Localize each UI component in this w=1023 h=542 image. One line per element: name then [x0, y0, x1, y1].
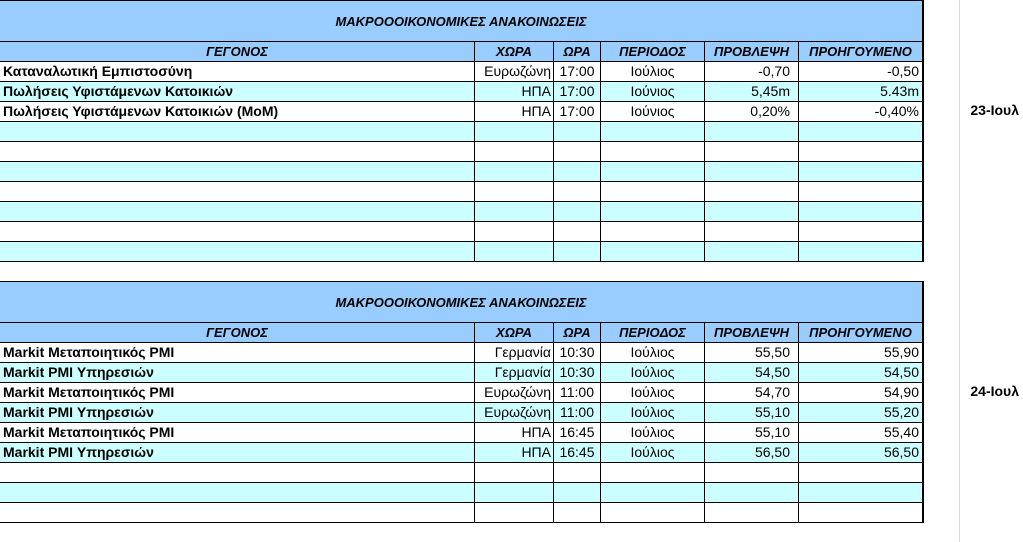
- header-previous[interactable]: ΠΡΟΗΓΟΥΜΕΝΟ: [809, 44, 912, 59]
- country-cell[interactable]: Ευρωζώνη: [475, 62, 554, 81]
- empty-row: [0, 122, 922, 142]
- empty-cell[interactable]: [705, 483, 799, 502]
- previous-cell[interactable]: 5.43m: [880, 83, 919, 99]
- header-forecast[interactable]: ΠΡΟΒΛΕΨΗ: [705, 323, 799, 342]
- gridline: [959, 0, 960, 542]
- empty-row: [0, 202, 922, 222]
- country-cell[interactable]: ΗΠΑ: [475, 423, 554, 442]
- previous-cell[interactable]: 56,50: [883, 444, 919, 460]
- forecast-cell[interactable]: 56,50: [705, 443, 799, 462]
- empty-cell[interactable]: [799, 182, 922, 201]
- event-cell[interactable]: Markit Μεταποιητικός PMI: [0, 383, 475, 402]
- time-cell[interactable]: 17:00: [554, 102, 601, 121]
- period-cell[interactable]: Ιούλιος: [601, 423, 705, 442]
- empty-cell[interactable]: [554, 122, 601, 141]
- header-period[interactable]: ΠΕΡΙΟΔΟΣ: [601, 323, 705, 342]
- announcements-table-1: [0, 0, 924, 262]
- table-row: [0, 443, 922, 463]
- empty-row: [0, 463, 922, 483]
- event-cell[interactable]: Markit PMI Υπηρεσιών: [0, 443, 475, 462]
- empty-cell[interactable]: [0, 222, 475, 241]
- empty-cell[interactable]: [601, 182, 705, 201]
- period-cell[interactable]: Ιούλιος: [601, 403, 705, 422]
- country-cell[interactable]: Γερμανία: [475, 363, 554, 382]
- empty-cell[interactable]: [799, 242, 922, 261]
- empty-cell[interactable]: [0, 162, 475, 181]
- forecast-cell[interactable]: 55,10: [705, 403, 799, 422]
- header-time[interactable]: ΩΡΑ: [554, 323, 601, 342]
- country-cell[interactable]: Γερμανία: [475, 343, 554, 362]
- table-row: [0, 363, 922, 383]
- previous-cell[interactable]: 55,40: [883, 424, 919, 440]
- empty-cell[interactable]: [601, 162, 705, 181]
- empty-cell[interactable]: [0, 242, 475, 261]
- country-cell[interactable]: Ευρωζώνη: [475, 403, 554, 422]
- header-period[interactable]: ΠΕΡΙΟΔΟΣ: [601, 42, 705, 61]
- country-cell[interactable]: Ευρωζώνη: [475, 383, 554, 402]
- empty-cell[interactable]: [475, 142, 554, 161]
- forecast-cell[interactable]: -0,70: [705, 62, 799, 81]
- empty-row: [0, 483, 922, 503]
- empty-cell[interactable]: [554, 483, 601, 502]
- period-cell[interactable]: Ιούλιος: [601, 383, 705, 402]
- event-cell[interactable]: Καταναλωτική Εμπιστοσύνη: [0, 62, 475, 81]
- empty-cell[interactable]: [705, 122, 799, 141]
- empty-cell[interactable]: [705, 242, 799, 261]
- header-event[interactable]: ΓΕΓΟΝΟΣ: [0, 42, 475, 61]
- empty-cell[interactable]: [705, 182, 799, 201]
- empty-cell[interactable]: [799, 142, 922, 161]
- empty-cell[interactable]: [799, 162, 922, 181]
- period-cell[interactable]: Ιούνιος: [601, 82, 705, 101]
- previous-cell[interactable]: 55,20: [883, 404, 919, 420]
- empty-cell[interactable]: [554, 503, 601, 522]
- previous-cell[interactable]: -0,50: [887, 63, 919, 79]
- country-cell[interactable]: ΗΠΑ: [475, 82, 554, 101]
- header-country[interactable]: ΧΩΡΑ: [475, 42, 554, 61]
- event-cell[interactable]: Markit PMI Υπηρεσιών: [0, 363, 475, 382]
- time-cell[interactable]: 16:45: [554, 423, 601, 442]
- empty-cell[interactable]: [601, 503, 705, 522]
- empty-cell[interactable]: [705, 222, 799, 241]
- table-row: [0, 403, 922, 423]
- empty-cell[interactable]: [554, 222, 601, 241]
- forecast-cell[interactable]: 54,50: [705, 363, 799, 382]
- table-row: [0, 102, 922, 122]
- event-cell[interactable]: Πωλήσεις Υφιστάμενων Κατοικιών: [0, 82, 475, 101]
- empty-cell[interactable]: [799, 503, 922, 522]
- empty-cell[interactable]: [799, 122, 922, 141]
- table-row: [0, 423, 922, 443]
- empty-cell[interactable]: [475, 162, 554, 181]
- time-cell[interactable]: 17:00: [554, 62, 601, 81]
- empty-cell[interactable]: [705, 142, 799, 161]
- event-cell[interactable]: Markit Μεταποιητικός PMI: [0, 423, 475, 442]
- previous-cell[interactable]: 54,50: [883, 364, 919, 380]
- previous-cell[interactable]: -0,40%: [874, 103, 919, 119]
- time-cell[interactable]: 11:00: [554, 383, 601, 402]
- empty-cell[interactable]: [0, 503, 475, 522]
- empty-cell[interactable]: [705, 503, 799, 522]
- period-cell[interactable]: Ιούλιος: [601, 363, 705, 382]
- empty-row: [0, 182, 922, 202]
- empty-cell[interactable]: [601, 242, 705, 261]
- empty-cell[interactable]: [705, 202, 799, 221]
- header-forecast[interactable]: ΠΡΟΒΛΕΨΗ: [705, 42, 799, 61]
- table-title: ΜΑΚΡΟΟΟΙΚΟΝΟΜΙΚΕΣ ΑΝΑΚΟΙΝΩΣΕΙΣ: [0, 0, 922, 42]
- empty-cell[interactable]: [554, 142, 601, 161]
- empty-row: [0, 142, 922, 162]
- date-label: 24-Ιουλ: [970, 383, 1019, 399]
- empty-cell[interactable]: [799, 463, 922, 482]
- empty-cell[interactable]: [554, 162, 601, 181]
- empty-cell[interactable]: [601, 122, 705, 141]
- header-row: [0, 323, 922, 343]
- time-cell[interactable]: 10:30: [554, 343, 601, 362]
- empty-row: [0, 162, 922, 182]
- header-row: [0, 42, 922, 62]
- date-label: 23-Ιουλ: [970, 102, 1019, 118]
- table-row: [0, 343, 922, 363]
- empty-cell[interactable]: [475, 182, 554, 201]
- period-cell[interactable]: Ιούνιος: [601, 102, 705, 121]
- empty-row: [0, 242, 922, 262]
- empty-cell[interactable]: [799, 222, 922, 241]
- empty-cell[interactable]: [601, 222, 705, 241]
- event-cell[interactable]: Πωλήσεις Υφιστάμενων Κατοικιών (MoM): [0, 102, 475, 121]
- empty-cell[interactable]: [0, 483, 475, 502]
- empty-cell[interactable]: [0, 463, 475, 482]
- empty-cell[interactable]: [475, 222, 554, 241]
- header-country[interactable]: ΧΩΡΑ: [475, 323, 554, 342]
- forecast-cell[interactable]: 55,50: [705, 343, 799, 362]
- empty-cell[interactable]: [0, 202, 475, 221]
- country-cell[interactable]: ΗΠΑ: [475, 443, 554, 462]
- empty-cell[interactable]: [475, 242, 554, 261]
- empty-cell[interactable]: [554, 463, 601, 482]
- empty-cell[interactable]: [475, 122, 554, 141]
- period-cell[interactable]: Ιούλιος: [601, 343, 705, 362]
- header-time[interactable]: ΩΡΑ: [554, 42, 601, 61]
- time-cell[interactable]: 11:00: [554, 403, 601, 422]
- header-previous[interactable]: ΠΡΟΗΓΟΥΜΕΝΟ: [809, 325, 912, 340]
- table-row: [0, 62, 922, 82]
- empty-cell[interactable]: [705, 162, 799, 181]
- empty-cell[interactable]: [0, 182, 475, 201]
- table-row: [0, 82, 922, 102]
- empty-cell[interactable]: [705, 463, 799, 482]
- period-cell[interactable]: Ιούλιος: [601, 443, 705, 462]
- announcements-table-2: [0, 281, 924, 523]
- empty-cell[interactable]: [0, 122, 475, 141]
- previous-cell[interactable]: 54,90: [883, 384, 919, 400]
- empty-cell[interactable]: [601, 463, 705, 482]
- empty-cell[interactable]: [475, 483, 554, 502]
- forecast-cell[interactable]: 54,70: [705, 383, 799, 402]
- empty-cell[interactable]: [601, 483, 705, 502]
- empty-cell[interactable]: [799, 483, 922, 502]
- empty-cell[interactable]: [601, 202, 705, 221]
- previous-cell[interactable]: 55,90: [883, 344, 919, 360]
- header-event[interactable]: ΓΕΓΟΝΟΣ: [0, 323, 475, 342]
- time-cell[interactable]: 10:30: [554, 363, 601, 382]
- table-row: [0, 383, 922, 403]
- empty-cell[interactable]: [0, 142, 475, 161]
- empty-cell[interactable]: [475, 503, 554, 522]
- empty-cell[interactable]: [554, 242, 601, 261]
- time-cell[interactable]: 17:00: [554, 82, 601, 101]
- forecast-cell[interactable]: 55,10: [705, 423, 799, 442]
- empty-cell[interactable]: [601, 142, 705, 161]
- empty-cell[interactable]: [554, 182, 601, 201]
- empty-row: [0, 503, 922, 523]
- time-cell[interactable]: 16:45: [554, 443, 601, 462]
- empty-cell[interactable]: [475, 202, 554, 221]
- forecast-cell[interactable]: 5,45m: [705, 82, 799, 101]
- event-cell[interactable]: Markit Μεταποιητικός PMI: [0, 343, 475, 362]
- country-cell[interactable]: ΗΠΑ: [475, 102, 554, 121]
- empty-cell[interactable]: [554, 202, 601, 221]
- forecast-cell[interactable]: 0,20%: [705, 102, 799, 121]
- empty-row: [0, 222, 922, 242]
- event-cell[interactable]: Markit PMI Υπηρεσιών: [0, 403, 475, 422]
- empty-cell[interactable]: [475, 463, 554, 482]
- table-title: ΜΑΚΡΟΟΟΙΚΟΝΟΜΙΚΕΣ ΑΝΑΚΟΙΝΩΣΕΙΣ: [0, 281, 922, 323]
- empty-cell[interactable]: [799, 202, 922, 221]
- period-cell[interactable]: Ιούλιος: [601, 62, 705, 81]
